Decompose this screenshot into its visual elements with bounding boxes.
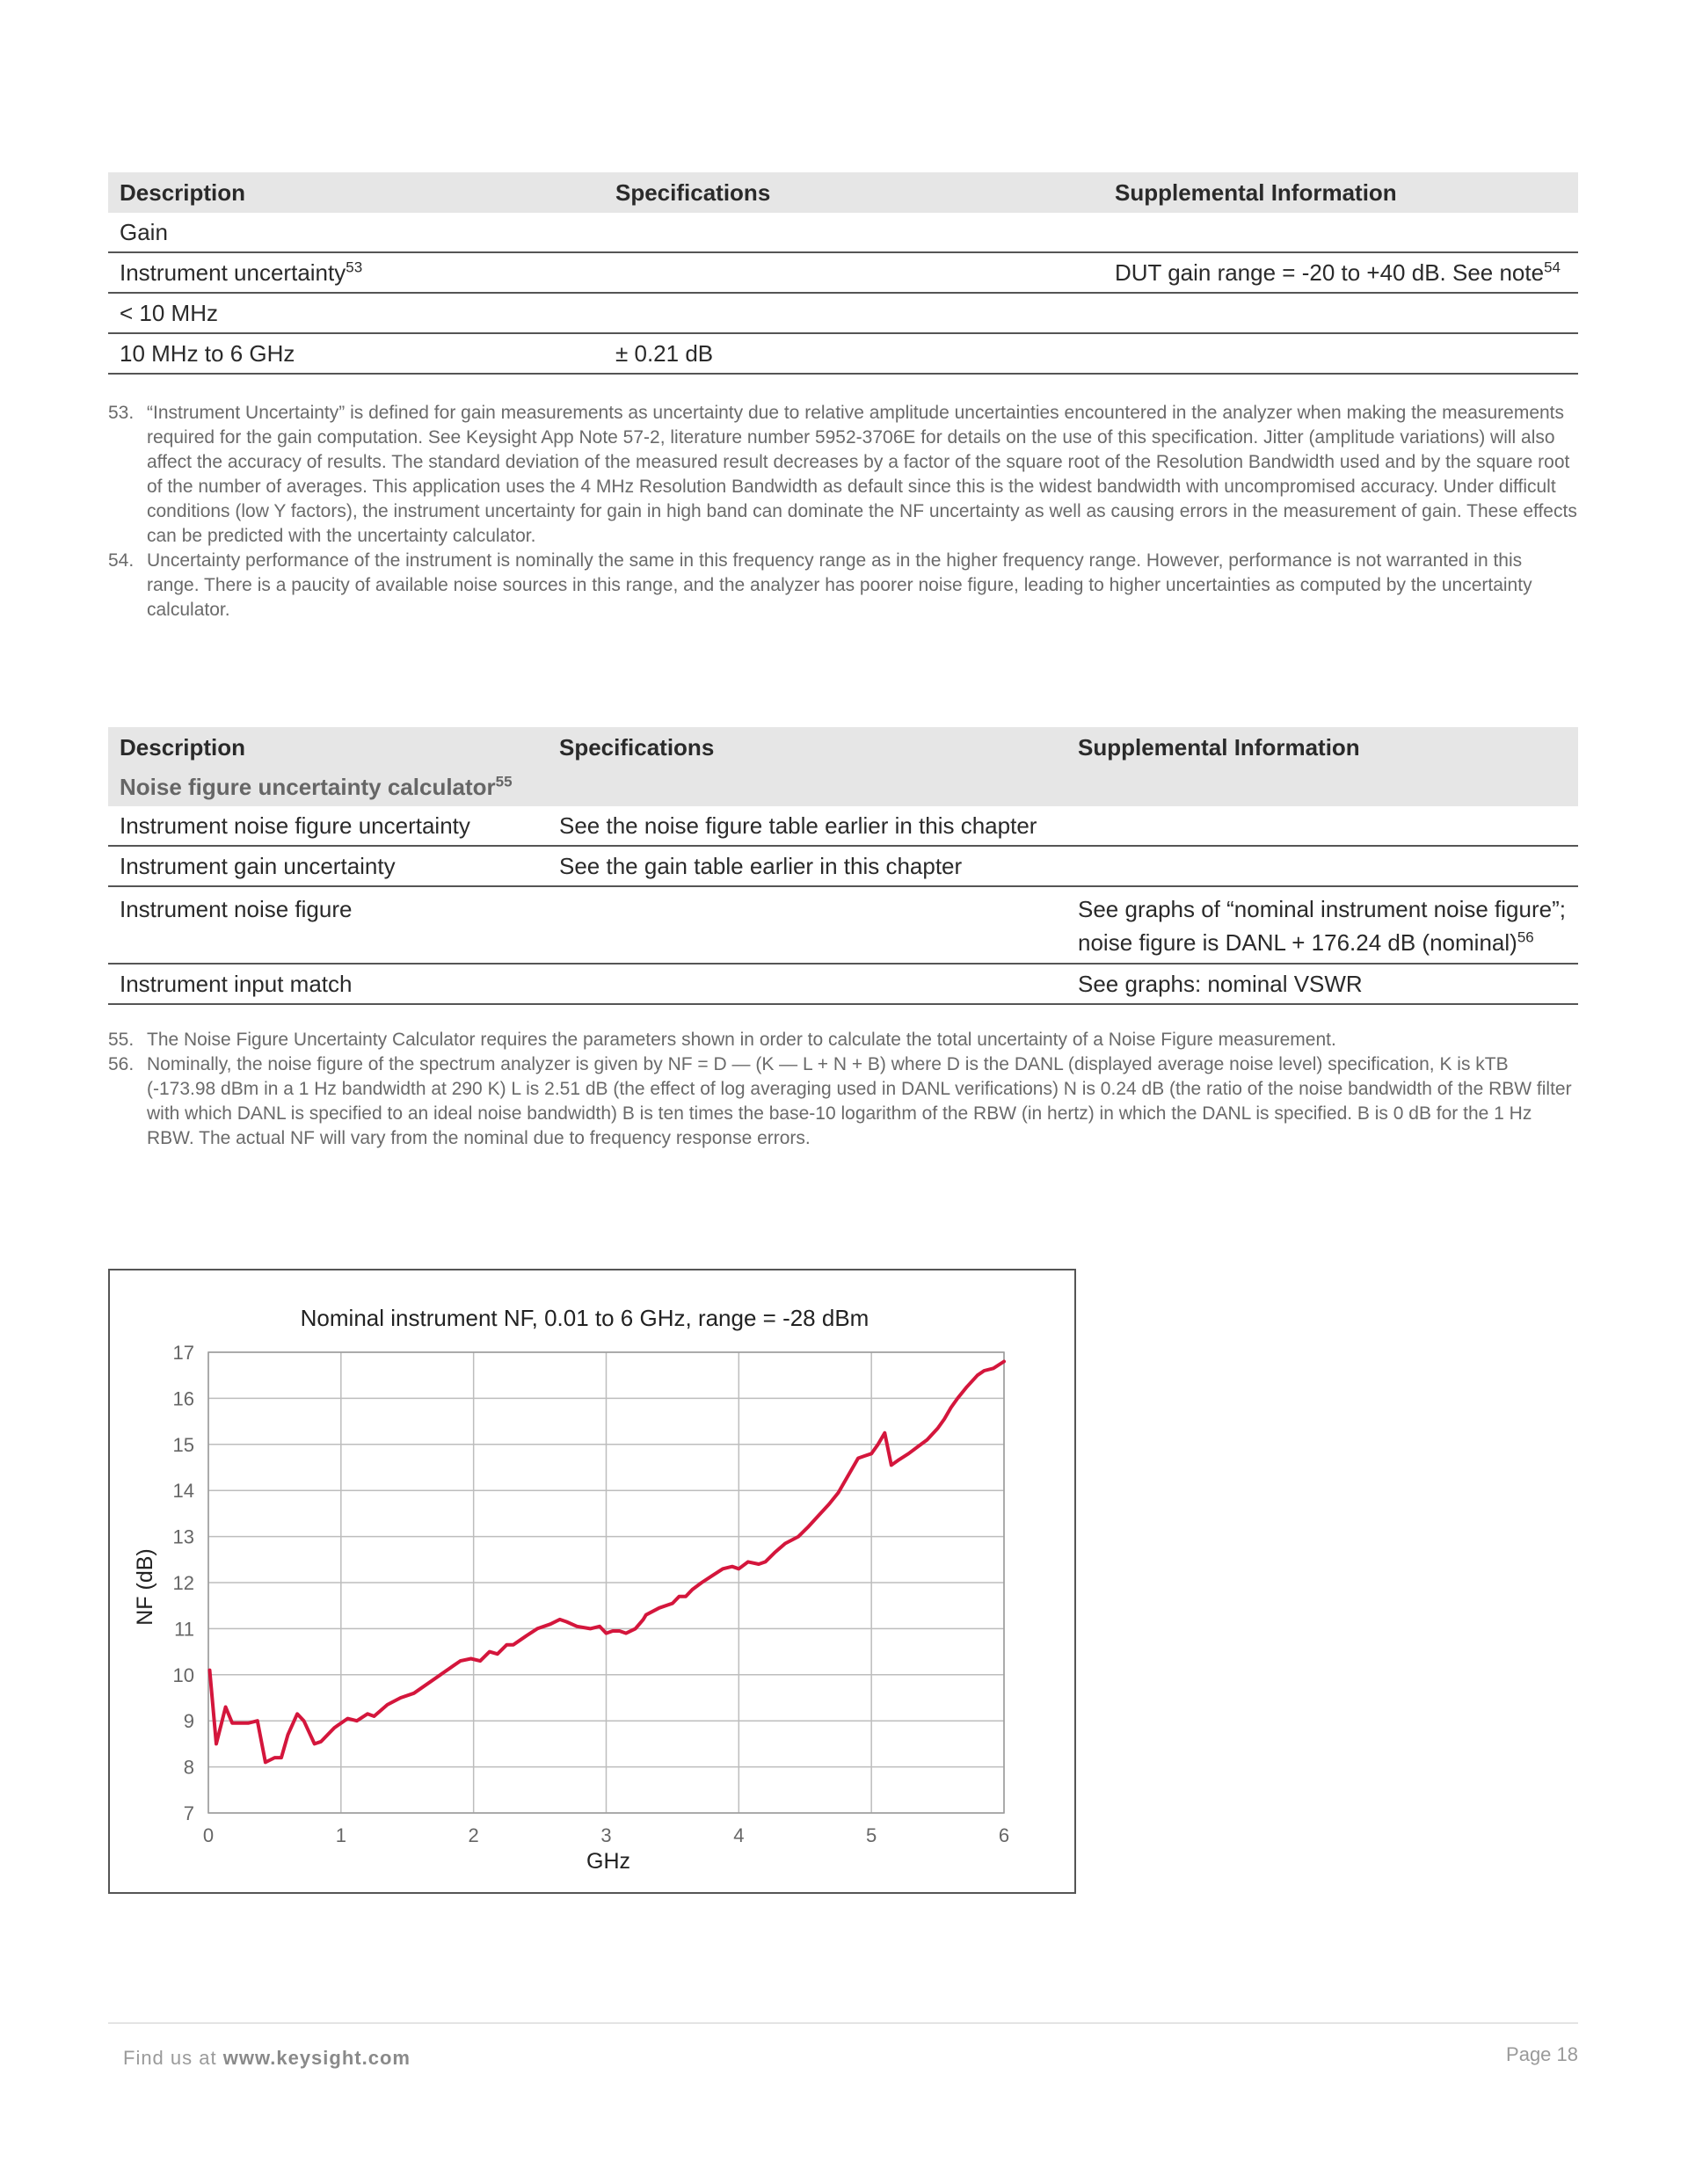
row-supplemental	[1103, 333, 1578, 374]
y-tick-label: 17	[172, 1342, 194, 1364]
table-row	[108, 333, 1578, 374]
row-spec	[548, 964, 1066, 1004]
row-supplemental: DUT gain range = -20 to +40 dB. See note$^{54}$	[1103, 252, 1578, 293]
y-tick-label: 11	[174, 1618, 194, 1641]
chart-title: Nominal instrument NF, 0.01 to 6 GHz, range = -28 dBm	[300, 1305, 869, 1331]
x-tick-label: 0	[202, 1824, 215, 1846]
row-description: 10 MHz to 6 GHz	[108, 333, 604, 374]
footnote-number: 56.	[108, 1054, 135, 1074]
y-tick-label: 15	[172, 1433, 194, 1456]
y-tick-label: 7	[183, 1802, 194, 1824]
row-supplemental: See graphs: nominal VSWR	[1066, 964, 1578, 1004]
row-description: Instrument noise figure uncertainty	[108, 806, 548, 846]
table-row	[108, 213, 1578, 252]
col-header-supplemental: Supplemental Information	[1103, 172, 1578, 213]
row-description: Instrument input match	[108, 964, 548, 1004]
footnote-ref: 54	[1544, 258, 1561, 275]
y-tick-label: 13	[172, 1525, 194, 1548]
y-tick-label: 16	[172, 1387, 194, 1410]
footnote-ref: 56	[1517, 928, 1534, 946]
x-tick-label: 5	[866, 1824, 877, 1846]
row-description: Instrument uncertainty$^{53}$	[108, 252, 604, 293]
col-header-specifications: Specifications	[604, 172, 1103, 213]
row-spec	[548, 886, 1066, 964]
page-number: Page 18	[1506, 2043, 1578, 2065]
row-spec: See the gain table earlier in this chapter	[548, 846, 1066, 886]
footnote	[108, 401, 1578, 549]
footnote	[108, 549, 1578, 622]
row-supplemental: See graphs of “nominal instrument noise figure”; noise figure is DANL + 176.24 dB (nominal)$^{56}$	[1066, 886, 1578, 964]
row-supplemental	[1103, 293, 1578, 333]
group-label: Gain	[108, 213, 604, 252]
footnote-text: The Noise Figure Uncertainty Calculator requires the parameters shown in order to calculate the total uncertainty of a Noise Figure measurement.	[147, 1030, 1336, 1050]
col-header-specifications: Specifications	[548, 727, 1066, 768]
y-tick-label: 14	[172, 1480, 194, 1503]
col-header-description: Description	[108, 172, 604, 213]
footnote-ref: 55	[495, 772, 513, 790]
group-label: Noise figure uncertainty calculator$^{55}$	[108, 768, 548, 806]
row-description: Instrument noise figure	[108, 886, 548, 964]
table-row	[108, 293, 1578, 333]
footnote-text: Nominally, the noise figure of the spectrum analyzer is given by NF = D — (K — L + N + B) where D is the DANL (displayed average noise level) specification, K is kTB (-173.98 dBm in a 1 Hz bandwidth at 290 K) L is 2.51 dB (the effect of log averaging used in DANL verifications) N is 0.24 dB (the ratio of the noise bandwidth of the RBW filter with which DANL is specified to an ideal noise bandwidth) B is ten times the base-10 logarithm of the RBW (in hertz) in which the DANL is specified. B is 0 dB for the 1 Hz RBW. The actual NF will vary from the nominal due to frequency response errors.	[147, 1054, 1572, 1148]
footnote-number: 53.	[108, 403, 135, 423]
table-row	[108, 806, 1578, 846]
footer-find-us: Find us at www.keysight.com	[123, 2047, 411, 2069]
row-spec	[604, 293, 1103, 333]
footnote-ref: 53	[346, 258, 363, 275]
x-tick-label: 4	[733, 1824, 745, 1846]
y-axis-label: NF (dB)	[133, 1548, 157, 1626]
y-tick-label: 9	[183, 1710, 194, 1733]
row-supplemental	[1066, 846, 1578, 886]
x-axis-label: GHz	[586, 1849, 630, 1874]
col-header-description: Description	[108, 727, 548, 768]
y-tick-label: 12	[172, 1572, 194, 1594]
row-spec: See the noise figure table earlier in this chapter	[548, 806, 1066, 846]
footnote-number: 55.	[108, 1030, 135, 1050]
table-row	[108, 252, 1578, 293]
footnote-number: 54.	[108, 550, 135, 571]
nf-chart-frame	[108, 1269, 1076, 1894]
y-tick-label: 8	[183, 1756, 194, 1779]
row-description: Instrument gain uncertainty	[108, 846, 548, 886]
x-tick-label: 6	[998, 1824, 1010, 1846]
footer-site-link[interactable]: www.keysight.com	[222, 2047, 411, 2069]
table-row	[108, 846, 1578, 886]
footnote	[108, 1028, 1578, 1052]
row-spec: ± 0.21 dB	[604, 333, 1103, 374]
x-tick-label: 1	[335, 1824, 346, 1846]
col-header-supplemental: Supplemental Information	[1066, 727, 1578, 768]
table-group-row	[108, 768, 1578, 806]
footnote-text: Uncertainty performance of the instrument is nominally the same in this frequency range as in the higher frequency range. However, performance is not warranted in this range. There is a paucity of available noise sources in this range, and the analyzer has poorer noise figure, leading to higher uncertainties as computed by the uncertainty calculator.	[147, 550, 1532, 620]
gain-spec-table	[108, 172, 1578, 375]
table-row	[108, 964, 1578, 1004]
nf-uncertainty-calculator-table	[108, 727, 1578, 1005]
footer-divider	[108, 2022, 1578, 2024]
y-tick-label: 10	[172, 1663, 194, 1686]
footnote	[108, 1052, 1578, 1151]
table-row	[108, 886, 1578, 964]
row-supplemental	[1066, 806, 1578, 846]
nf-chart	[110, 1270, 1078, 1896]
footnote-text: “Instrument Uncertainty” is defined for gain measurements as uncertainty due to relative amplitude uncertainties encountered in the analyzer when making the measurements required for the gain computation. See Keysight App Note 57-2, literature number 5952-3706E for details on the use of this specification. Jitter (amplitude variations) will also affect the accuracy of results. The standard deviation of the measured result decreases by a factor of the square root of the Resolution Bandwidth used and by the square root of the number of averages. This application uses the 4 MHz Resolution Bandwidth as default since this is the widest bandwidth with uncompromised accuracy. Under difficult conditions (low Y factors), the instrument uncertainty for gain in high band can dominate the NF uncertainty as well as causing errors in the measurement of gain. These effects can be predicted with the uncertainty calculator.	[147, 403, 1577, 546]
footnotes-gain	[108, 401, 1578, 622]
x-tick-label: 3	[600, 1824, 612, 1846]
footnotes-nf	[108, 1028, 1578, 1151]
row-spec	[604, 252, 1103, 293]
x-tick-label: 2	[468, 1824, 479, 1846]
row-description: < 10 MHz	[108, 293, 604, 333]
